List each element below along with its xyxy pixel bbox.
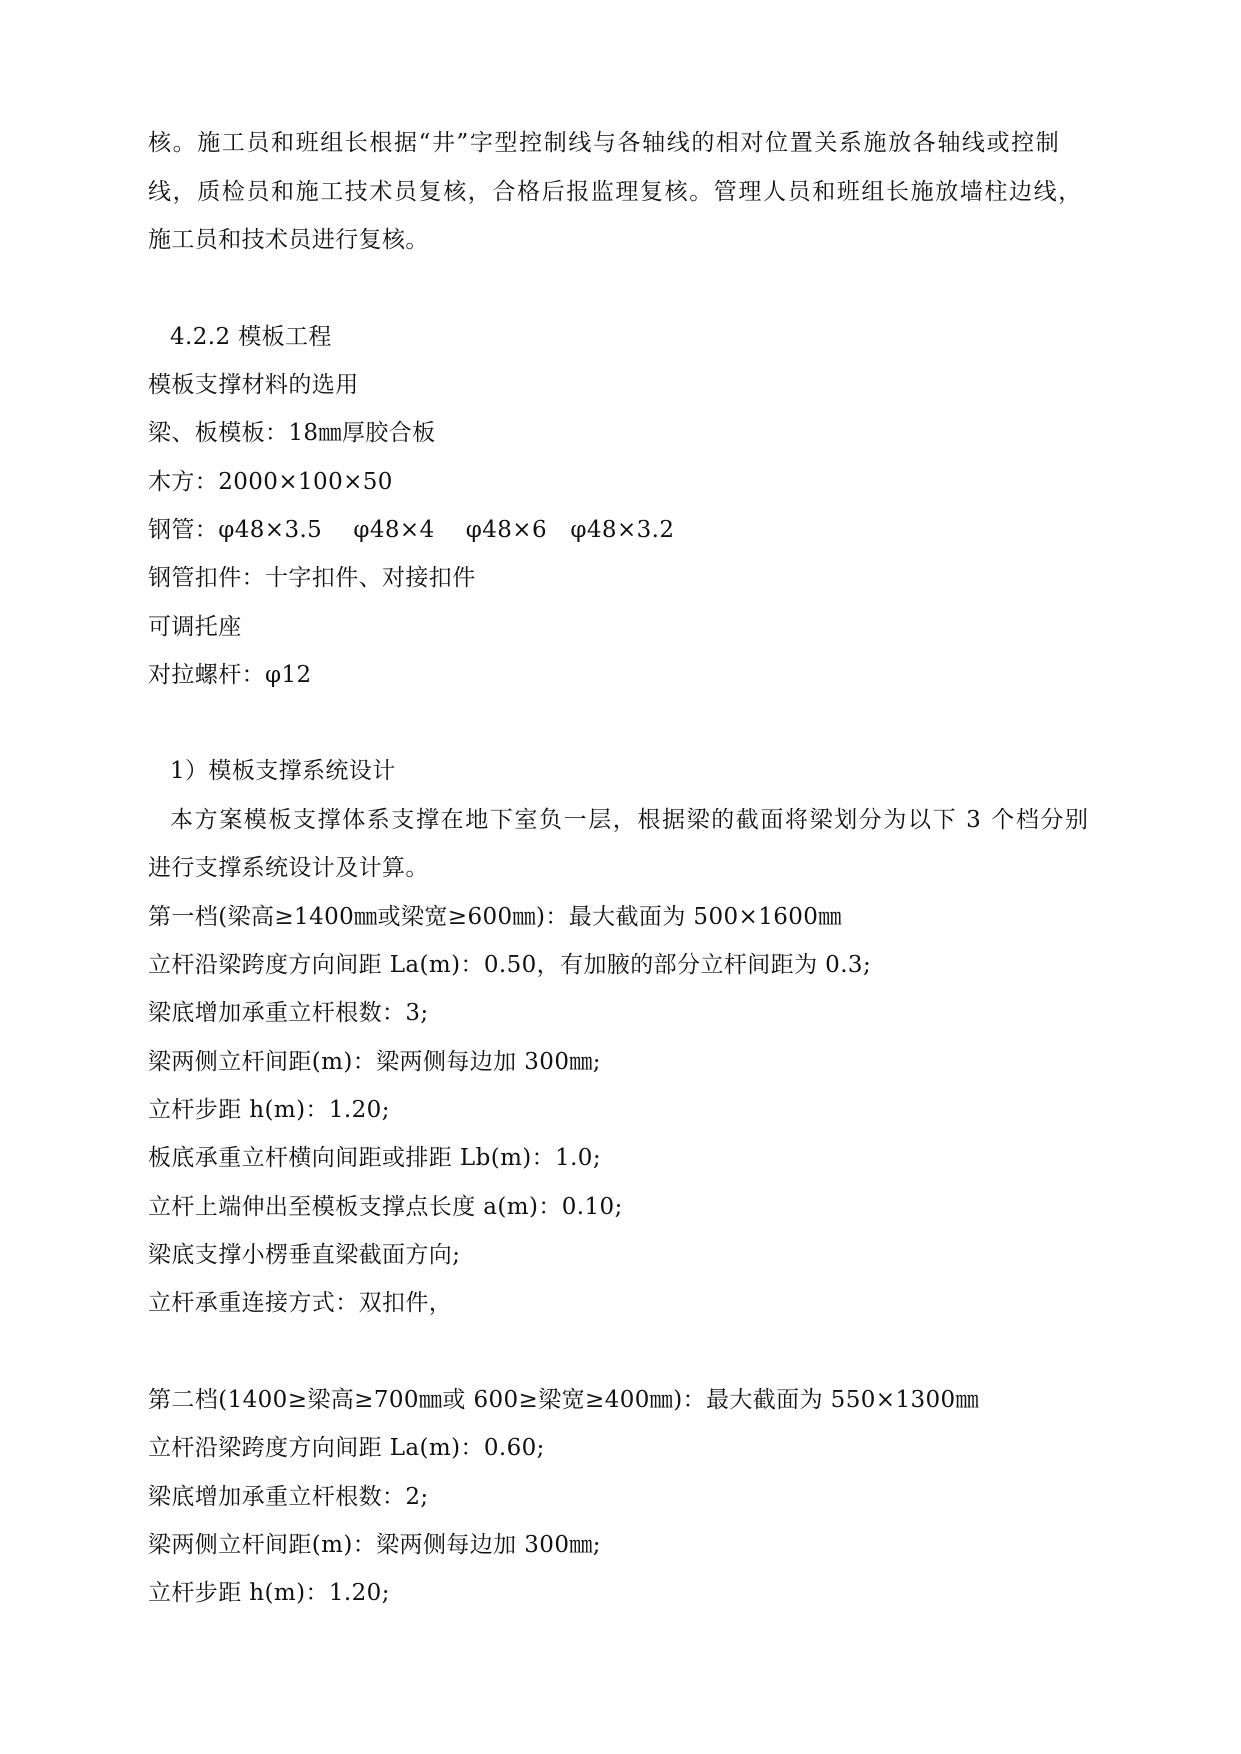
intro-line: 进行支撑系统设计及计算。 (148, 855, 429, 881)
materials-line: 可调托座 (148, 614, 242, 640)
materials-line: 模板支撑材料的选用 (148, 372, 359, 398)
materials-line: 梁、板模板：18㎜厚胶合板 (148, 420, 436, 446)
grade2-line: 立杆步距 h(m)：1.20; (148, 1580, 390, 1606)
section-heading: 4.2.2 模板工程 (170, 324, 332, 350)
grade1-line: 立杆沿梁跨度方向间距 La(m)：0.50，有加腋的部分立杆间距为 0.3; (148, 952, 872, 978)
grade1-line: 梁底支撑小楞垂直梁截面方向; (148, 1242, 461, 1268)
grade1-line: 立杆上端伸出至模板支撑点长度 a(m)：0.10; (148, 1194, 623, 1220)
grade1-line: 板底承重立杆横向间距或排距 Lb(m)：1.0; (148, 1145, 601, 1171)
materials-line: 木方：2000×100×50 (148, 469, 393, 495)
sub-heading: 1）模板支撑系统设计 (170, 758, 396, 784)
grade1-line: 梁两侧立杆间距(m)：梁两侧每边加 300㎜; (148, 1049, 601, 1075)
grade1-line: 立杆步距 h(m)：1.20; (148, 1097, 390, 1123)
paragraph-line: 线，质检员和施工技术员复核，合格后报监理复核。管理人员和班组长施放墙柱边线， (148, 179, 1083, 205)
materials-line: 钢管扣件：十字扣件、对接扣件 (148, 565, 476, 591)
grade1-line: 梁底增加承重立杆根数：3; (148, 1000, 429, 1026)
grade2-line: 梁两侧立杆间距(m)：梁两侧每边加 300㎜; (148, 1532, 601, 1558)
paragraph-line: 核。施工员和班组长根据“井”字型控制线与各轴线的相对位置关系施放各轴线或控制 (148, 130, 1061, 156)
materials-line: 钢管：φ48×3.5 φ48×4 φ48×6 φ48×3.2 (148, 517, 675, 543)
grade1-line: 立杆承重连接方式：双扣件， (148, 1290, 453, 1316)
paragraph-line: 施工员和技术员进行复核。 (148, 227, 429, 253)
materials-line: 对拉螺杆：φ12 (148, 662, 312, 688)
grade2-line: 第二档(1400≥梁高≥700㎜或 600≥梁宽≥400㎜)：最大截面为 550×1300㎜ (148, 1387, 979, 1413)
grade2-line: 梁底增加承重立杆根数：2; (148, 1484, 429, 1510)
grade1-line: 第一档(梁高≥1400㎜或梁宽≥600㎜)：最大截面为 500×1600㎜ (148, 904, 842, 930)
grade2-line: 立杆沿梁跨度方向间距 La(m)：0.60; (148, 1435, 545, 1461)
intro-line: 本方案模板支撑体系支撑在地下室负一层，根据梁的截面将梁划分为以下 3 个档分别 (170, 807, 1090, 833)
